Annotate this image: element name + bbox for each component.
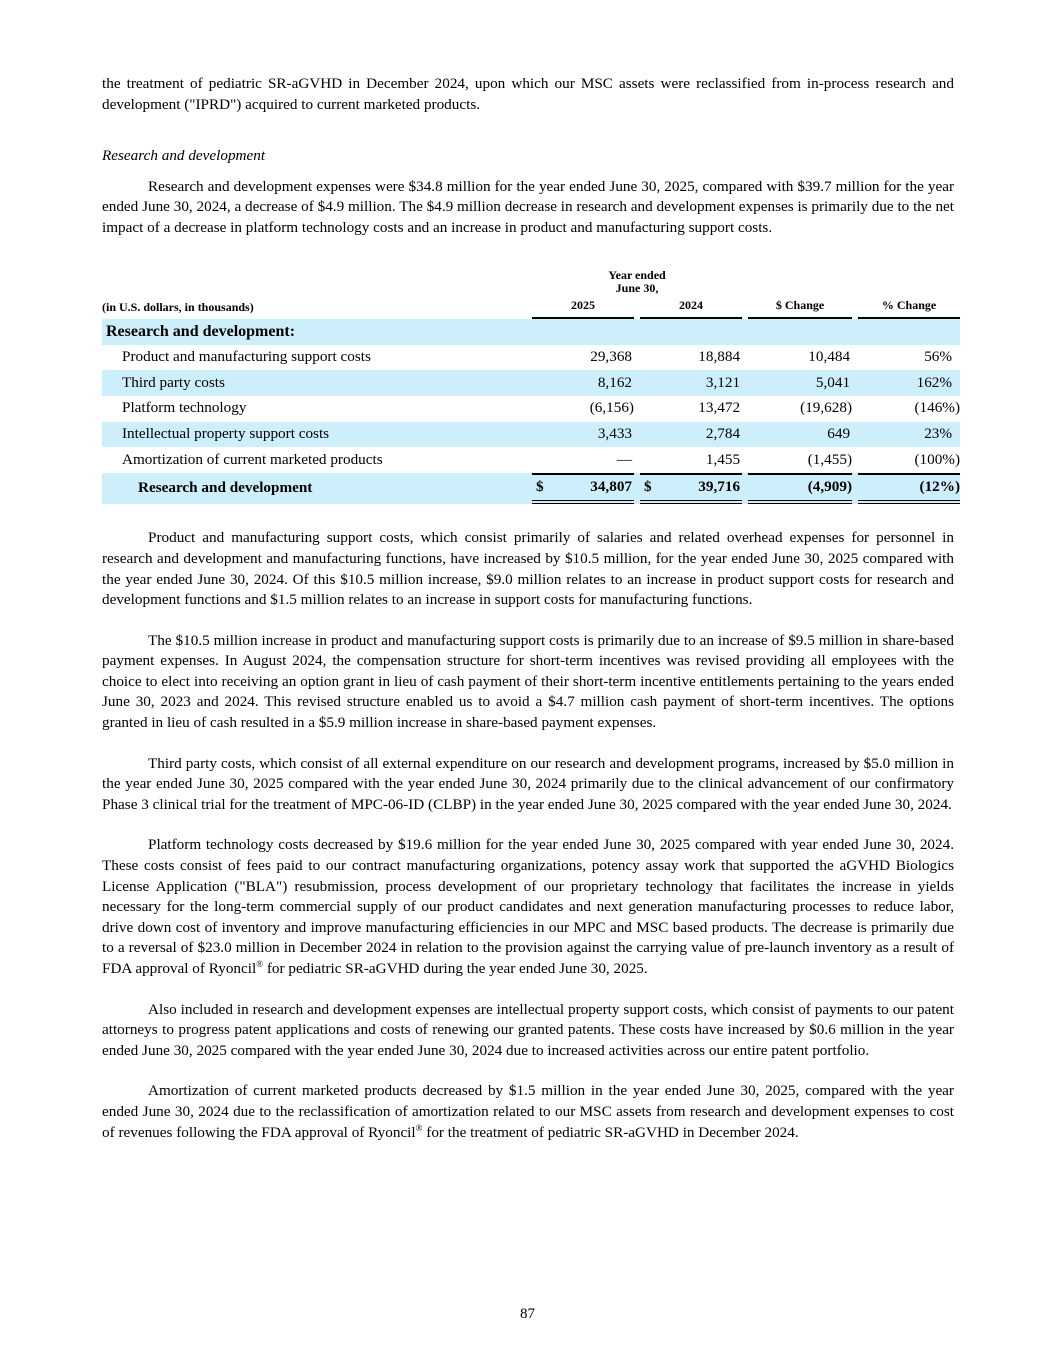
value-2024: 18,884 bbox=[698, 348, 741, 366]
value-2025: — bbox=[616, 450, 632, 468]
third-party-costs-paragraph: Third party costs, which consist of all external expenditure on our research and development programs, increased by $5.0 million in the year ended June 30, 2025 compared with the year ended June 30, 2024 primarily due to the clinical advancement of our confirmatory Phase 3 clinical trial for the treatment of MPC-06-ID (CLBP) in the year ended June 30, 2025 compared with the year ended June 30, 2024. bbox=[102, 754, 954, 813]
column-header-2024: 2024 bbox=[640, 295, 742, 320]
value-2024: 3,121 bbox=[640, 370, 742, 396]
value-2025: 29,368 bbox=[590, 348, 632, 366]
value-percent: 23% bbox=[858, 422, 960, 448]
table-row bbox=[102, 447, 960, 473]
column-header-2025: 2025 bbox=[532, 295, 634, 320]
paragraph-text: for pediatric SR-aGVHD during the year ended June 30, 2025. bbox=[263, 960, 648, 977]
value-change: 649 bbox=[748, 422, 852, 448]
table-row bbox=[102, 396, 960, 422]
intellectual-property-paragraph: Also included in research and development expenses are intellectual property support costs, which consist of payments to our patent attorneys to progress patent applications and costs of renewing our granted patents. These costs have increased by $0.6 million in the year ended June 30, 2025 compared with the year ended June 30, 2024 due to increased activities across our entire patent portfolio. bbox=[102, 1000, 954, 1059]
currency-symbol: $ bbox=[536, 478, 544, 496]
total-percent: (12%) bbox=[858, 473, 960, 505]
period-header bbox=[532, 269, 742, 295]
column-header-row bbox=[102, 295, 960, 320]
units-label: (in U.S. dollars, in thousands) bbox=[102, 299, 254, 314]
section-label: Research and development: bbox=[102, 319, 532, 345]
table-row bbox=[102, 422, 960, 448]
value-2024: 1,455 bbox=[705, 450, 741, 468]
value-change: (19,628) bbox=[800, 399, 853, 417]
summary-paragraph: Research and development expenses were $34.8 million for the year ended June 30, 2025, compared with $39.7 million for the year ended June 30, 2024, a decrease of $4.9 million. The $4.9 million decrease in research and development expenses is primarily due to the net impact of a decrease in platform technology costs and an increase in product and manufacturing support costs. bbox=[102, 177, 954, 236]
period-header-line1: Year ended bbox=[608, 267, 666, 282]
amortization-paragraph bbox=[102, 1081, 954, 1143]
row-label: Platform technology bbox=[122, 399, 247, 417]
value-2025: 3,433 bbox=[532, 422, 634, 448]
period-header-row bbox=[102, 269, 960, 295]
row-label: Amortization of current marketed products bbox=[122, 450, 383, 468]
value-change: 5,041 bbox=[748, 370, 852, 396]
value-2025: 8,162 bbox=[532, 370, 634, 396]
row-label: Third party costs bbox=[102, 370, 532, 396]
table-row bbox=[102, 370, 960, 396]
value-2024: 13,472 bbox=[698, 399, 741, 417]
section-header-row bbox=[102, 319, 960, 345]
value-2024: 2,784 bbox=[640, 422, 742, 448]
total-row bbox=[102, 473, 960, 505]
value-change: 10,484 bbox=[808, 348, 851, 366]
paragraph-text: Amortization of current marketed products decreased by $1.5 million in the year ended June 30, 2025, compared with the year ended June 30, 2024 due to the reclassification of amortization related to our MSC assets from research and development expenses to cost of revenues following the FDA approval of Ryoncil bbox=[102, 1082, 954, 1141]
total-2025-value: 34,807 bbox=[590, 478, 632, 496]
value-percent: (146%) bbox=[914, 399, 961, 417]
column-header-percent-change: % Change bbox=[858, 295, 960, 320]
paragraph-text: for the treatment of pediatric SR-aGVHD in December 2024. bbox=[422, 1123, 799, 1141]
document-page bbox=[102, 74, 961, 1143]
total-2024 bbox=[640, 473, 742, 505]
value-percent: 56% bbox=[924, 348, 953, 366]
value-percent: 162% bbox=[858, 370, 960, 396]
product-manufacturing-paragraph: Product and manufacturing support costs, which consist primarily of salaries and related overhead expenses for personnel in research and development and manufacturing functions, have increased by $10.5 million, for the year ended June 30, 2025 compared with the year ended June 30, 2024. Of this $10.5 million increase, $9.0 million relates to an increase in product support costs for research and development functions and $1.5 million relates to an increase in support costs for manufacturing functions. bbox=[102, 529, 954, 609]
total-2024-value: 39,716 bbox=[698, 478, 741, 496]
row-label: Intellectual property support costs bbox=[102, 422, 532, 448]
rd-expense-table bbox=[102, 269, 960, 505]
total-2025 bbox=[532, 473, 634, 505]
table-row bbox=[102, 345, 960, 371]
registered-mark: ® bbox=[256, 959, 264, 969]
platform-technology-paragraph bbox=[102, 835, 954, 979]
section-title: Research and development bbox=[102, 147, 266, 165]
column-header-dollar-change: $ Change bbox=[748, 295, 852, 320]
value-change: (1,455) bbox=[807, 450, 853, 468]
registered-mark: ® bbox=[415, 1122, 423, 1133]
value-percent: (100%) bbox=[914, 450, 961, 468]
total-change: (4,909) bbox=[748, 473, 852, 505]
paragraph-text: Platform technology costs decreased by $19.6 million for the year ended June 30, 2025 compared with year ended June 30, 2024. These costs consist of fees paid to our contract manufacturing organizations, potency assay work that supported the aGVHD Biologics License Application ("BLA") resubmission, process development of our proprietary technology that facilitates the increase in yields necessary for the long-term commercial supply of our product candidates and next generation manufacturing processes to reduce labor, drive down cost of inventory and improve manufacturing efficiencies in our MPC and MSC based products. The decrease is primarily due to a reversal of $23.0 million in December 2024 in relation to the provision against the carrying value of pre-launch inventory as a result of FDA approval of Ryoncil bbox=[102, 836, 954, 977]
row-label: Product and manufacturing support costs bbox=[122, 348, 371, 366]
page-number: 87 bbox=[520, 1306, 535, 1322]
total-label: Research and development bbox=[102, 473, 532, 505]
share-based-payment-paragraph: The $10.5 million increase in product and manufacturing support costs is primarily due to an increase of $9.5 million in share-based payment expenses. In August 2024, the compensation structure for short-term incentives was revised providing all employees with the choice to elect into receiving an option grant in lieu of cash payment of their short-term incentive entitlements pertaining to the years ended June 30, 2023 and 2024. This revised structure enabled us to avoid a $4.7 million cash payment of short-term incentives. The options granted in lieu of cash resulted in a $5.9 million increase in share-based payment expenses. bbox=[102, 631, 954, 732]
value-2025: (6,156) bbox=[589, 399, 634, 417]
intro-continuation-paragraph: the treatment of pediatric SR-aGVHD in December 2024, upon which our MSC assets were reclassified from in-process research and development ("IPRD") acquired to current marketed products. bbox=[102, 75, 954, 113]
currency-symbol: $ bbox=[644, 478, 652, 496]
period-header-line2: June 30, bbox=[615, 280, 659, 295]
